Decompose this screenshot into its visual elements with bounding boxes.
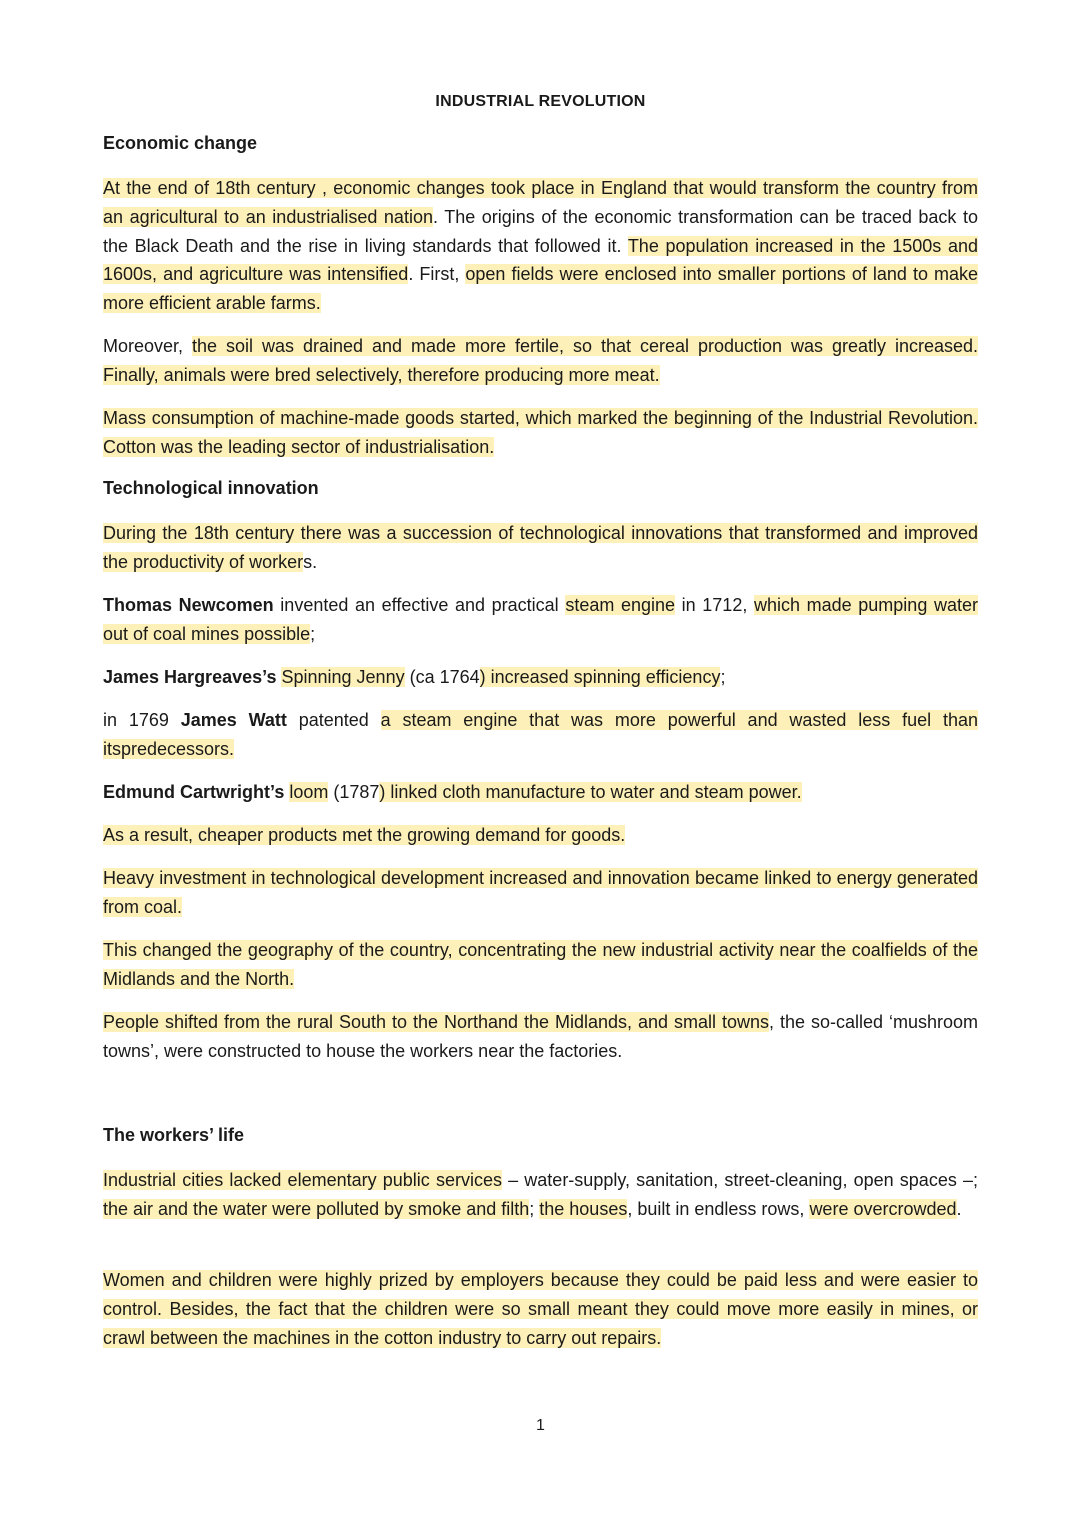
heading-technological-innovation: Technological innovation: [103, 478, 319, 498]
plain-text: . First,: [408, 264, 466, 285]
paragraph-economic-1: [103, 174, 978, 318]
paragraph-people: [103, 1008, 978, 1066]
plain-text: ;: [310, 623, 316, 644]
plain-text: s.: [303, 551, 318, 572]
paragraph-workers-2: [103, 1266, 978, 1352]
highlighted-text: Industrial cities lacked elementary public services: [103, 1170, 502, 1190]
plain-text: (1787: [328, 782, 380, 802]
plain-text: ;: [529, 1198, 540, 1219]
inventor-name: James Watt: [180, 710, 287, 730]
highlighted-text: At the end of 18th century , economic changes took place in England that would transform the country from an agricultural to an industrialised nation: [103, 178, 978, 227]
highlighted-text: Women and children were highly prized by employers because they could be paid less and were easier to control. Besides, the fact that the children were so small meant they could move more easily in mines, or crawl between the machines in the cotton industry to carry out repairs.: [103, 1270, 978, 1348]
page-number: 1: [536, 1417, 545, 1434]
highlighted-text: The population increased in the 1500s and 1600s, and agriculture was intensified: [103, 235, 978, 285]
inventor-name: Edmund Cartwright’s: [103, 782, 285, 802]
plain-text: in 1769: [103, 710, 181, 730]
paragraph-investment: [103, 864, 978, 922]
inventor-name: Thomas Newcomen: [103, 595, 274, 615]
plain-text: , the so-called ‘mushroom towns’, were constructed to house the workers near the factories.: [103, 1012, 978, 1061]
plain-text: ;: [720, 667, 726, 687]
paragraph-workers-1: [103, 1166, 978, 1224]
highlighted-text: a steam engine that was more powerful and wasted less fuel than itspredecessors.: [103, 710, 978, 759]
highlighted-text: ) linked cloth manufacture to water and steam power.: [379, 782, 802, 802]
highlighted-text: ) increased spinning efficiency: [479, 667, 721, 687]
highlighted-text: Mass consumption of machine-made goods started, which marked the beginning of the Industrial Revolution. Cotton was the leading sector of industrialisation.: [103, 408, 978, 457]
plain-text: , built in endless rows,: [627, 1198, 810, 1219]
highlighted-text: This changed the geography of the country, concentrating the new industrial activity near the coalfields of the Midlands and the North.: [103, 940, 978, 989]
heading-economic-change: Economic change: [103, 133, 258, 153]
plain-text: . The origins of the economic transformation can be traced back to the Black Death and the rise in living standards that followed it.: [103, 206, 978, 256]
paragraph-tech-1: [103, 519, 978, 577]
plain-text: .: [956, 1198, 962, 1219]
highlighted-text: open fields were enclosed into smaller portions of land to make more efficient arable farms.: [103, 264, 978, 314]
plain-text: (ca 1764: [404, 667, 480, 687]
document-title: INDUSTRIAL REVOLUTION: [435, 93, 646, 110]
highlighted-text: the soil was drained and made more fertile, so that cereal production was greatly increased. Finally, animals were bred selectively, therefore producing more meat.: [103, 336, 978, 385]
paragraph-result: [103, 821, 978, 850]
highlighted-text: the air and the water were polluted by smoke and filth: [103, 1198, 530, 1219]
plain-text: Moreover,: [103, 336, 193, 356]
paragraph-geography: [103, 936, 978, 994]
paragraph-watt: [103, 706, 978, 764]
paragraph-hargreaves: [103, 663, 978, 692]
plain-text: – water-supply, sanitation, street-cleaning, open spaces –;: [501, 1170, 979, 1190]
highlighted-text: Spinning Jenny: [281, 667, 405, 687]
plain-text: patented: [286, 710, 381, 730]
highlighted-text: loom: [289, 782, 329, 802]
paragraph-economic-2: [103, 332, 978, 390]
heading-workers-life: The workers’ life: [103, 1125, 245, 1145]
highlighted-text: Heavy investment in technological development increased and innovation became linked to energy generated from coal.: [103, 868, 978, 917]
plain-text: invented an effective and practical: [273, 595, 566, 615]
plain-text: in 1712,: [675, 595, 754, 615]
highlighted-text: steam engine: [565, 595, 676, 615]
inventor-name: James Hargreaves’s: [103, 667, 277, 687]
highlighted-text: the houses: [539, 1198, 628, 1219]
paragraph-cartwright: [103, 778, 978, 807]
highlighted-text: As a result, cheaper products met the growing demand for goods.: [103, 825, 626, 845]
paragraph-economic-3: [103, 404, 978, 462]
highlighted-text: People shifted from the rural South to the Northand the Midlands, and small towns: [103, 1012, 769, 1032]
highlighted-text: were overcrowded: [809, 1198, 957, 1219]
highlighted-text: During the 18th century there was a succession of technological innovations that transformed and improved the productivity of worker: [103, 523, 978, 572]
highlighted-text: which made pumping water out of coal mines possible: [103, 595, 978, 644]
paragraph-newcomen: [103, 591, 978, 649]
